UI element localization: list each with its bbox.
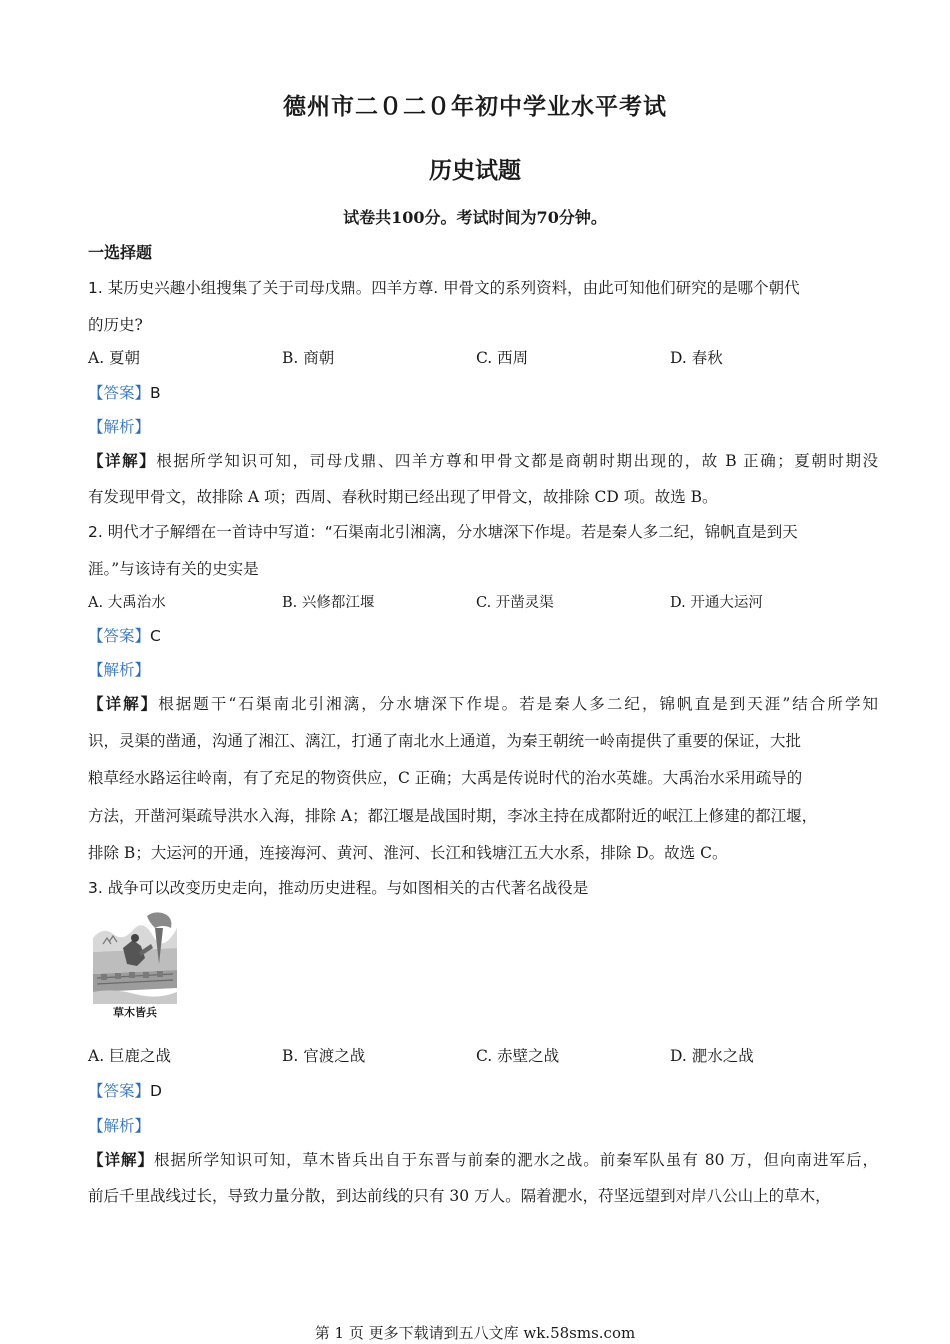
battle-illustration-drawing (93, 908, 177, 1004)
q1-answer-row (88, 381, 878, 403)
q1-option-b: B. 商朝 (282, 349, 335, 367)
q3-answer-row (88, 1079, 878, 1101)
q2-stem-line1: 2. 明代才子解缙在一首诗中写道：“石渠南北引湘漓，分水塘深下作堤。若是秦人多二纪，锦帆直是到天 (88, 523, 798, 541)
q2-detail-line1 (88, 692, 878, 714)
q1-analysis-tag: 【解析】 (88, 418, 151, 436)
q1-detail-text1: 根据所学知识可知，司母戊鼎、四羊方尊和甲骨文都是商朝时期出现的，故 B 正确；夏朝时期没 (156, 452, 878, 470)
q1-detail-tag: 【详解】 (88, 451, 157, 470)
q3-option-d: D. 淝水之战 (670, 1047, 754, 1065)
q2-detail-line3: 粮草经水路运往岭南，有了充足的物资供应，C 正确；大禹是传说时代的治水英雄。大禹治水采用疏导的 (88, 769, 803, 787)
q2-option-d: D. 开通大运河 (670, 595, 763, 611)
q2-option-a: A. 大禹治水 (88, 595, 166, 611)
q3-stem-line1: 3. 战争可以改变历史走向，推动历史进程。与如图相关的古代著名战役是 (88, 879, 589, 897)
q3-detail-tag: 【详解】 (88, 1150, 155, 1169)
q2-detail-line5: 排除 B；大运河的开通，连接海河、黄河、淮河、长江和钱塘江五大水系，排除 D。故选 C。 (88, 844, 728, 862)
battle-illustration-caption: 草木皆兵 (113, 1006, 157, 1019)
page-subtitle: 历史试题 (429, 157, 521, 184)
q2-detail-line4: 方法，开凿河渠疏导洪水入海，排除 A；都江堰是战国时期，李冰主持在成都附近的岷江上修建的都江堰， (88, 807, 818, 825)
q2-option-b: B. 兴修都江堰 (282, 595, 375, 611)
q2-answer: C (150, 627, 161, 645)
page-title: 德州市二０二０年初中学业水平考试 (283, 93, 667, 120)
q3-option-a: A. 巨鹿之战 (88, 1047, 172, 1065)
q2-detail-line2: 识，灵渠的凿通，沟通了湘江、漓江，打通了南北水上通道，为秦王朝统一岭南提供了重要的保证，大批 (88, 732, 802, 750)
q3-answer-tag: 【答案】 (88, 1082, 151, 1100)
q2-answer-tag: 【答案】 (88, 627, 151, 645)
q1-answer-tag: 【答案】 (88, 384, 151, 402)
q3-answer: D (150, 1082, 162, 1100)
q1-stem-line2: 的历史? (88, 316, 143, 334)
q2-detail-text1: 根据题干“石渠南北引湘漓，分水塘深下作堤。若是秦人多二纪，锦帆直是到天涯”结合所学知 (158, 695, 878, 713)
q3-detail-line1 (88, 1148, 878, 1170)
q1-answer: B (150, 384, 161, 402)
q1-detail-line2: 有发现甲骨文，故排除 A 项；西周、春秋时期已经出现了甲骨文，故排除 CD 项。故选 B。 (88, 488, 718, 506)
q2-stem-line2: 涯。”与该诗有关的史实是 (88, 560, 259, 578)
page-footer: 第 1 页 更多下载请到五八文库 wk.58sms.com (314, 1324, 636, 1342)
section-heading: 一选择题 (88, 243, 153, 262)
q3-analysis-tag: 【解析】 (88, 1117, 151, 1135)
q1-stem-line1: 1. 某历史兴趣小组搜集了关于司母戊鼎。四羊方尊. 甲骨文的系列资料，由此可知他们研究的是哪个朝代 (88, 279, 800, 297)
q1-option-d: D. 春秋 (670, 349, 723, 367)
q1-detail-line1 (88, 449, 878, 471)
q1-option-c: C. 西周 (476, 349, 529, 367)
q1-option-a: A. 夏朝 (88, 349, 141, 367)
q2-answer-row (88, 624, 878, 646)
exam-info: 试卷共100分。考试时间为70分钟。 (343, 208, 607, 227)
q2-detail-tag: 【详解】 (88, 694, 159, 713)
q3-detail-line2: 前后千里战线过长，导致力量分散，到达前线的只有 30 万人。隔着淝水，苻坚远望到对岸八公山上的草木， (88, 1187, 831, 1205)
q3-option-b: B. 官渡之战 (282, 1047, 366, 1065)
q3-option-c: C. 赤壁之战 (476, 1047, 560, 1065)
q3-detail-text1: 根据所学知识可知，草木皆兵出自于东晋与前秦的淝水之战。前秦军队虽有 80 万，但向南进军后， (154, 1151, 878, 1169)
q2-option-c: C. 开凿灵渠 (476, 595, 554, 611)
q2-analysis-tag: 【解析】 (88, 661, 151, 679)
